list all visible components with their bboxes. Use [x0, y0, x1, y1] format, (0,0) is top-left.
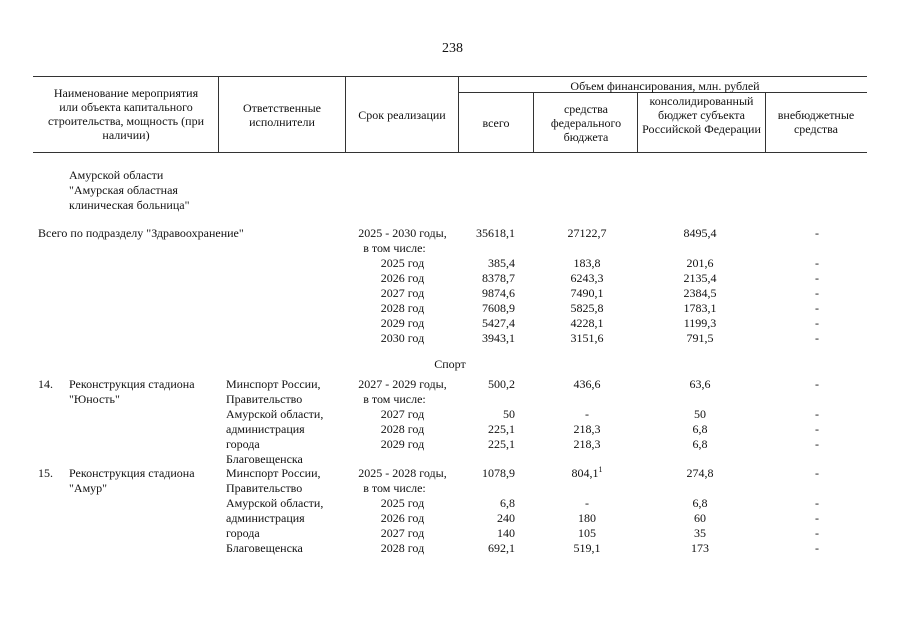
federal-cell: 436,6 — [573, 377, 601, 391]
offbudget-cell: - — [815, 301, 819, 315]
total-cell: 692,1 — [488, 541, 515, 555]
total-cell: 140 — [497, 526, 515, 540]
federal-cell: 5825,8 — [570, 301, 604, 315]
page-number: 238 — [442, 41, 463, 56]
offbudget-cell: - — [815, 316, 819, 330]
period-cell: 2030 год — [380, 331, 425, 345]
offbudget-cell: - — [815, 526, 819, 540]
header-divider — [765, 92, 766, 152]
regional-cell: 63,6 — [689, 377, 711, 391]
header-responsible: Ответственные исполнители — [243, 101, 321, 129]
period-cell: 2026 год — [380, 511, 425, 525]
period-cell: 2027 год — [380, 407, 425, 421]
period-cell: 2025 год — [380, 256, 425, 270]
header-regional: консолидированный бюджет субъекта Российской Федерации — [642, 94, 761, 136]
regional-cell: 6,8 — [692, 496, 708, 510]
header-divider — [637, 92, 638, 152]
total-cell: 3943,1 — [482, 331, 515, 345]
item-name: "Амур" — [69, 481, 108, 495]
federal-cell: 105 — [578, 526, 596, 540]
offbudget-cell: - — [815, 226, 819, 240]
regional-cell: 8495,4 — [683, 226, 717, 240]
item-name: Реконструкция стадиона — [69, 466, 195, 480]
header-bottom-rule — [33, 152, 867, 153]
subtotal-label: Всего по подразделу "Здравоохранение" — [38, 226, 244, 240]
header-top-rule — [33, 76, 867, 77]
offbudget-cell: - — [815, 511, 819, 525]
federal-cell: 4228,1 — [570, 316, 604, 330]
federal-cell: 7490,1 — [570, 286, 604, 300]
period-cell: 2029 год — [380, 437, 425, 451]
header-divider — [533, 92, 534, 152]
period-cell: 2025 - 2030 годы, — [358, 226, 447, 240]
total-cell: 240 — [497, 511, 515, 525]
total-cell: 225,1 — [488, 422, 515, 436]
federal-cell: 3151,6 — [570, 331, 604, 345]
responsible-line: Минспорт России, — [226, 377, 321, 391]
offbudget-cell: - — [815, 407, 819, 421]
federal-cell: 183,8 — [573, 256, 601, 270]
regional-cell: 1783,1 — [683, 301, 717, 315]
responsible-line: Правительство — [226, 481, 303, 495]
regional-cell: 6,8 — [692, 422, 708, 436]
header-offbudget: внебюджетные средства — [777, 108, 855, 136]
total-cell: 1078,9 — [482, 466, 515, 480]
offbudget-cell: - — [815, 541, 819, 555]
regional-cell: 791,5 — [686, 331, 714, 345]
regional-cell: 2135,4 — [683, 271, 717, 285]
section-title: Спорт — [434, 357, 466, 371]
responsible-line: города — [226, 437, 260, 451]
federal-cell: 27122,7 — [567, 226, 607, 240]
total-cell: 35618,1 — [476, 226, 515, 240]
item-name: Реконструкция стадиона — [69, 377, 195, 391]
header-financing: Объем финансирования, млн. рублей — [570, 79, 760, 93]
carryover-line: "Амурская областная — [69, 183, 178, 197]
item-name: "Юность" — [69, 392, 120, 406]
period-cell: 2028 год — [380, 422, 425, 436]
responsible-line: города — [226, 526, 260, 540]
total-cell: 8378,7 — [482, 271, 515, 285]
header-name: Наименование мероприятия или объекта капитального строительства, мощность (при наличии) — [47, 86, 204, 142]
item-number: 15. — [38, 466, 53, 480]
federal-cell: 6243,3 — [570, 271, 604, 285]
header-divider — [345, 76, 346, 152]
total-cell: 6,8 — [500, 496, 515, 510]
period-cell: 2026 год — [380, 271, 425, 285]
period-cell: 2028 год — [380, 301, 425, 315]
header-period: Срок реализации — [358, 108, 446, 122]
federal-cell: - — [585, 407, 589, 421]
header-divider — [458, 76, 459, 152]
federal-cell: 804,1$^1$ — [571, 465, 603, 480]
total-cell: 5427,4 — [482, 316, 515, 330]
total-cell: 7608,9 — [482, 301, 515, 315]
responsible-line: Минспорт России, — [226, 466, 321, 480]
federal-cell: 519,1 — [573, 541, 601, 555]
responsible-line: Благовещенска — [226, 541, 303, 555]
federal-cell: 218,3 — [573, 437, 601, 451]
responsible-line: администрация — [226, 422, 305, 436]
offbudget-cell: - — [815, 256, 819, 270]
regional-cell: 50 — [694, 407, 706, 421]
period-cell: в том числе: — [363, 392, 426, 406]
offbudget-cell: - — [815, 422, 819, 436]
total-cell: 225,1 — [488, 437, 515, 451]
period-cell: 2025 - 2028 годы, — [358, 466, 447, 480]
period-cell: 2027 год — [380, 526, 425, 540]
total-cell: 9874,6 — [482, 286, 515, 300]
federal-cell: - — [585, 496, 589, 510]
total-cell: 50 — [503, 407, 515, 421]
federal-cell: 218,3 — [573, 422, 601, 436]
carryover-line: Амурской области — [69, 168, 164, 182]
responsible-line: администрация — [226, 511, 305, 525]
offbudget-cell: - — [815, 331, 819, 345]
regional-cell: 1199,3 — [683, 316, 717, 330]
period-cell: 2028 год — [380, 541, 425, 555]
offbudget-cell: - — [815, 377, 819, 391]
period-cell: 2029 год — [380, 316, 425, 330]
offbudget-cell: - — [815, 437, 819, 451]
offbudget-cell: - — [815, 271, 819, 285]
header-divider — [218, 76, 219, 152]
regional-cell: 173 — [691, 541, 709, 555]
responsible-line: Благовещенска — [226, 452, 303, 466]
regional-cell: 6,8 — [692, 437, 708, 451]
period-cell: 2027 - 2029 годы, — [358, 377, 447, 391]
responsible-line: Амурской области, — [226, 496, 324, 510]
regional-cell: 60 — [694, 511, 706, 525]
offbudget-cell: - — [815, 496, 819, 510]
footnote-mark: 1 — [598, 465, 603, 474]
item-number: 14. — [38, 377, 53, 391]
federal-cell: 180 — [578, 511, 596, 525]
total-cell: 500,2 — [488, 377, 515, 391]
header-federal: средства федерального бюджета — [550, 102, 622, 144]
offbudget-cell: - — [815, 466, 819, 480]
carryover-line: клиническая больница" — [69, 198, 190, 212]
period-cell: 2027 год — [380, 286, 425, 300]
regional-cell: 201,6 — [686, 256, 714, 270]
responsible-line: Правительство — [226, 392, 303, 406]
regional-cell: 2384,5 — [683, 286, 717, 300]
responsible-line: Амурской области, — [226, 407, 324, 421]
period-cell: 2025 год — [380, 496, 425, 510]
regional-cell: 35 — [694, 526, 706, 540]
offbudget-cell: - — [815, 286, 819, 300]
period-cell: в том числе: — [363, 481, 426, 495]
header-total: всего — [482, 116, 510, 130]
period-cell: в том числе: — [363, 241, 426, 255]
regional-cell: 274,8 — [686, 466, 714, 480]
total-cell: 385,4 — [488, 256, 515, 270]
